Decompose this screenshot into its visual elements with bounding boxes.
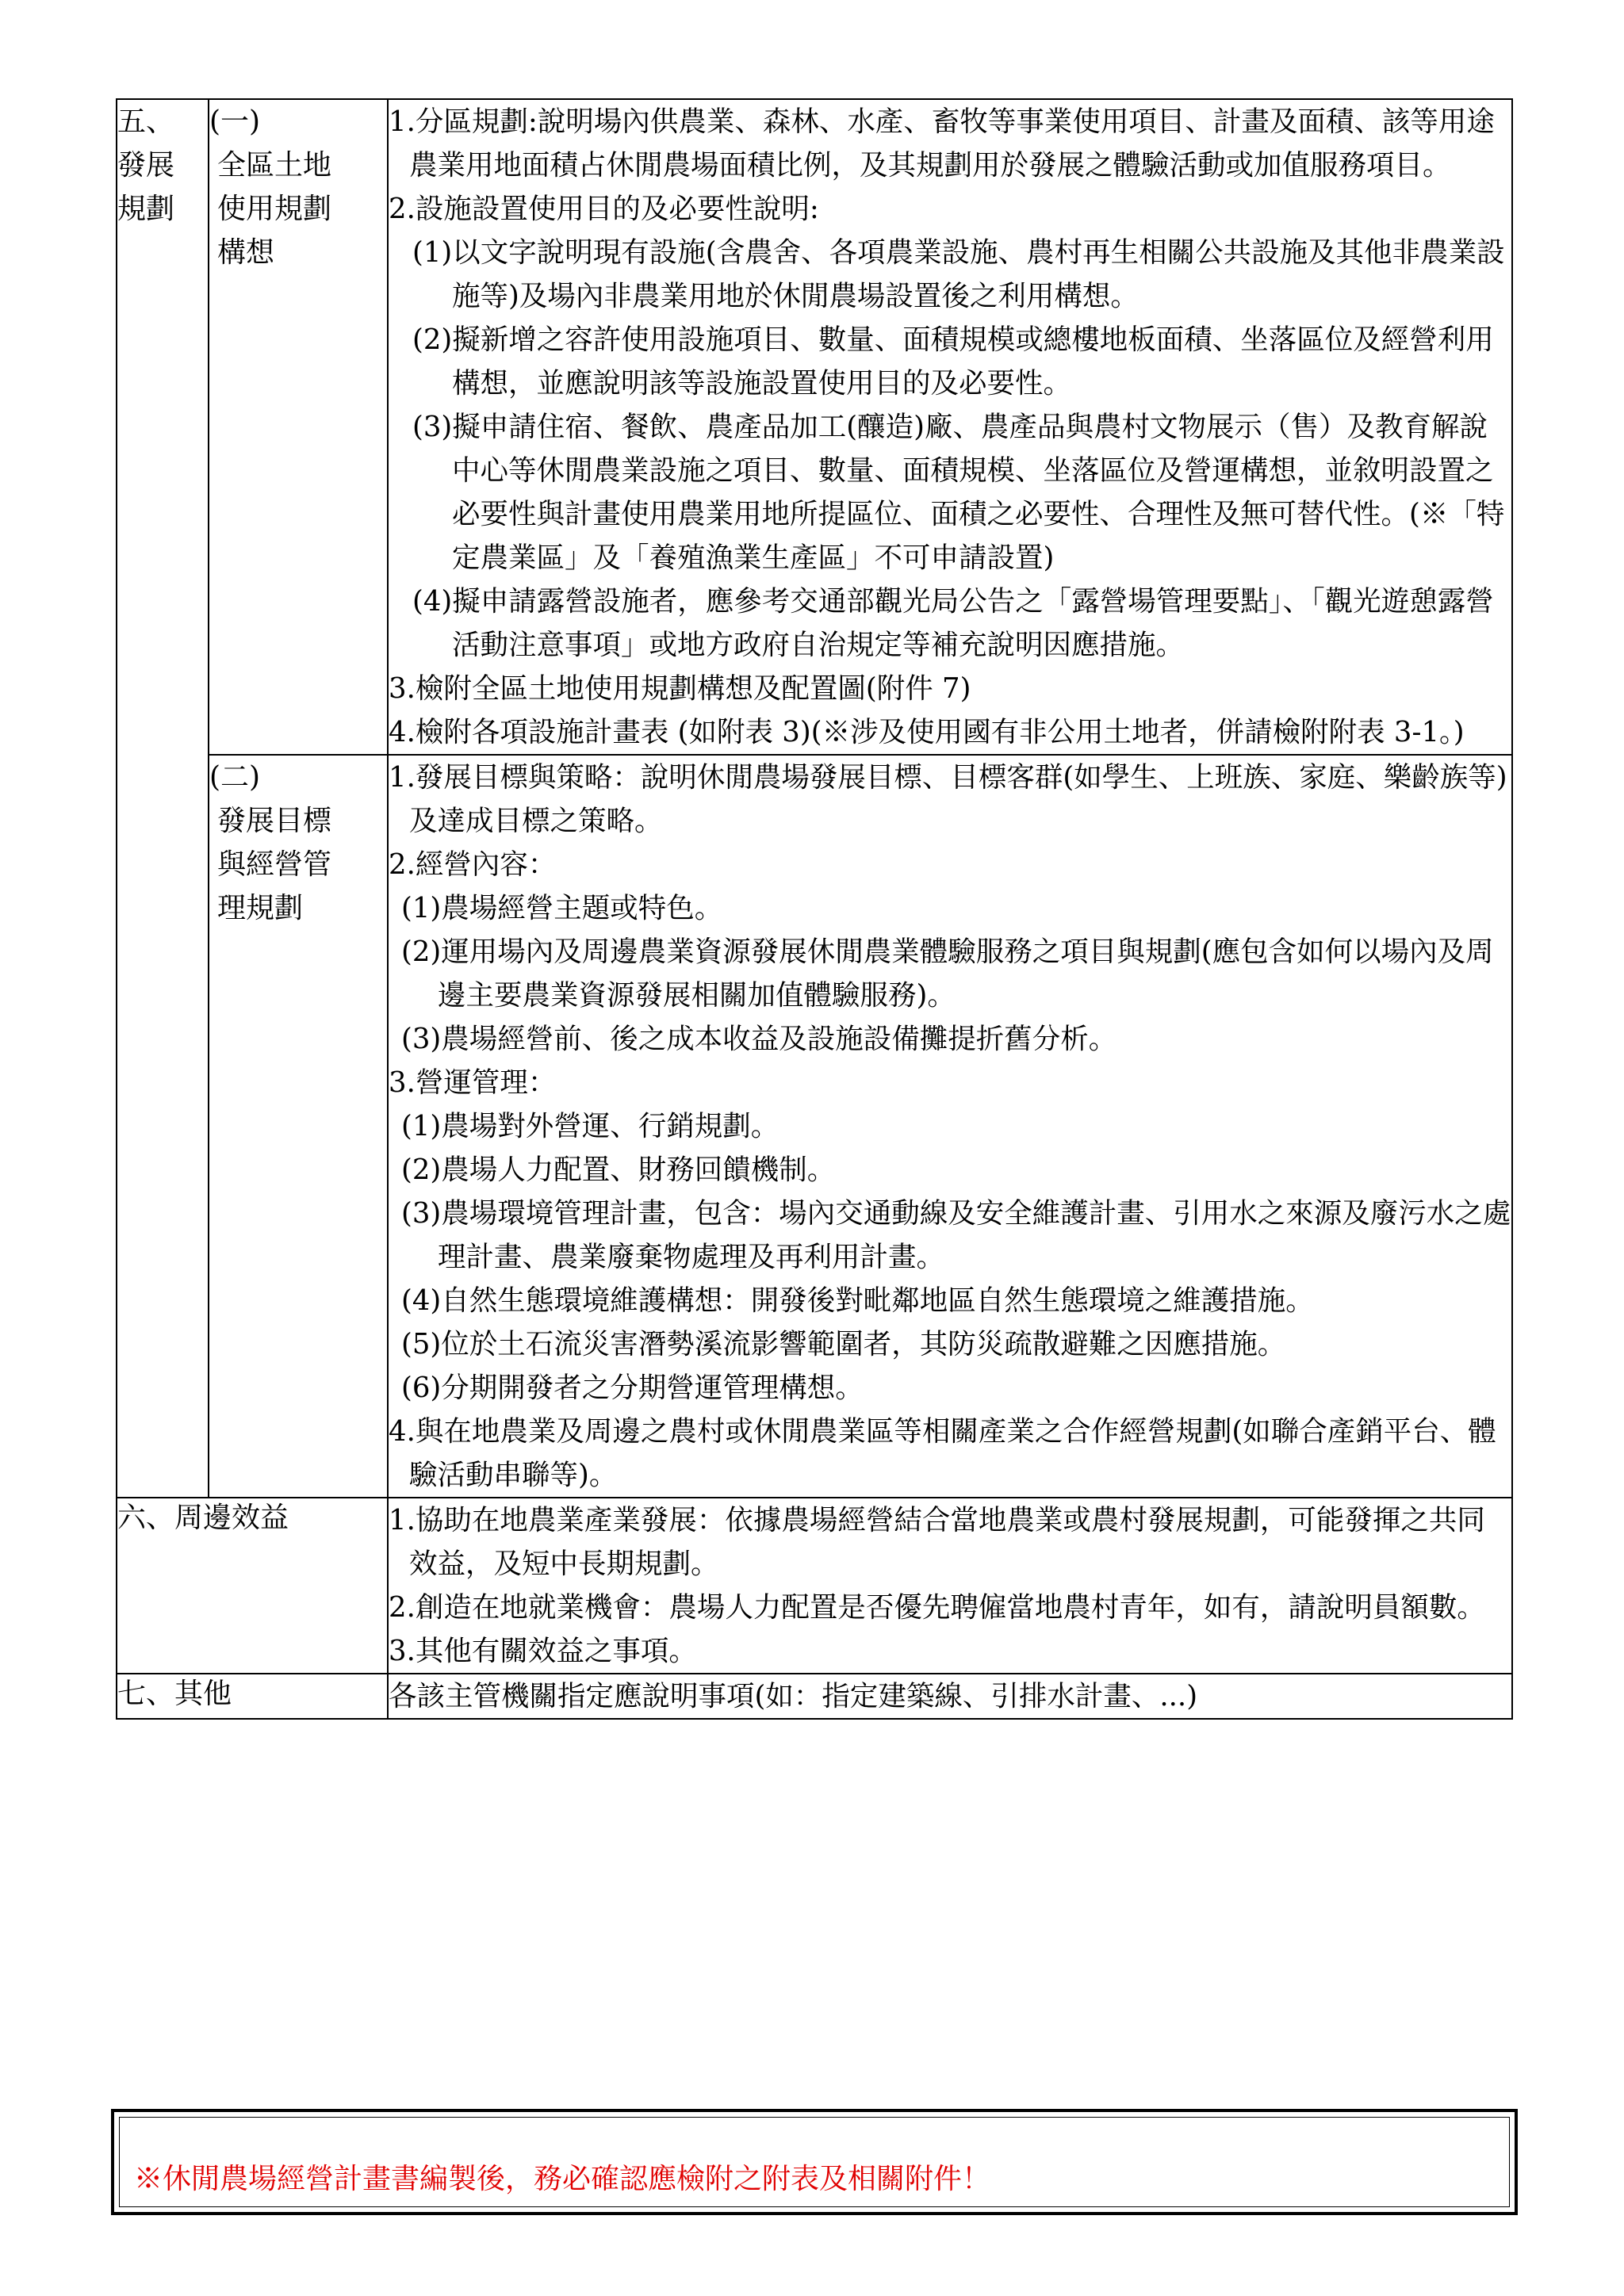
- list-item: 3.營運管理：: [389, 1066, 557, 1099]
- list-subitem: (4)自然生態環境維護構想：開發後對毗鄰地區自然生態環境之維護措施。: [401, 1284, 1314, 1317]
- list-subitem: (3)擬申請住宿、餐飲、農產品加工(釀造)廠、農產品與農村文物展示（售）及教育解說中心等休閒農業設施之項目、數量、面積規模、坐落區位及營運構想，並敘明設置之必要性與計畫使用農業用地所提區位、面積之必要性、合理性及無可替代性。(※「特定農業區」及「養殖漁業生產區」不可申請設置): [412, 411, 1505, 574]
- list-item: 2.經營內容：: [389, 848, 557, 881]
- list-subitem: (1)農場經營主題或特色。: [401, 892, 723, 924]
- list-subitem: (1)以文字說明現有設施(含農舍、各項農業設施、農村再生相關公共設施及其他非農業設施等)及場內非農業用地於休閒農場設置後之利用構想。: [412, 236, 1505, 312]
- list-item: 3.檢附全區土地使用規劃構想及配置圖(附件 7): [389, 672, 971, 705]
- section-5-label-line: 規劃: [117, 193, 175, 225]
- subsection-1-number: (一): [209, 105, 261, 138]
- list-subitem: (6)分期開發者之分期營運管理構想。: [401, 1372, 864, 1404]
- notice-box: [111, 2109, 1518, 2215]
- subsection-2-name-line: 與經營管: [217, 848, 332, 881]
- section-7-row: [117, 1674, 1512, 1719]
- list-item: 4.檢附各項設施計畫表 (如附表 3)(※涉及使用國有非公用土地者，併請檢附附表 3-1。): [389, 716, 1465, 748]
- list-subitem: (4)擬申請露營設施者，應參考交通部觀光局公告之「露營場管理要點」、「觀光遊憩露營活動注意事項」或地方政府自治規定等補充說明因應措施。: [412, 585, 1494, 661]
- list-item: 1.發展目標與策略：說明休閒農場發展目標、目標客群(如學生、上班族、家庭、樂齡族等)及達成目標之策略。: [389, 761, 1507, 837]
- subsection-1-content: [388, 99, 1512, 755]
- list-subitem: (5)位於土石流災害潛勢溪流影響範圍者，其防災疏散避難之因應措施。: [401, 1328, 1286, 1360]
- section-6-row: [117, 1498, 1512, 1674]
- list-subitem: (2)運用場內及周邊農業資源發展休閒農業體驗服務之項目與規劃(應包含如何以場內及周邊主要農業資源發展相關加值體驗服務)。: [401, 936, 1494, 1012]
- subsection-1-name-line: 構想: [217, 236, 275, 269]
- list-item: 1.分區規劃:說明場內供農業、森林、水產、畜牧等事業使用項目、計畫及面積、該等用途農業用地面積占休閒農場面積比例，及其規劃用於發展之體驗活動或加值服務項目。: [389, 105, 1495, 182]
- subsection-2-name-line: 發展目標: [217, 805, 332, 837]
- subsection-2-content: [388, 755, 1512, 1498]
- subsection-2-name-line: 理規劃: [217, 892, 304, 924]
- section-7-content: [388, 1674, 1512, 1719]
- list-item: 1.協助在地農業產業發展：依據農場經營結合當地農業或農村發展規劃，可能發揮之共同效益，及短中長期規劃。: [389, 1504, 1485, 1580]
- section-7-text: 各該主管機關指定應說明事項(如：指定建築線、引排水計畫、...): [389, 1680, 1198, 1712]
- list-subitem: (3)農場環境管理計畫，包含：場內交通動線及安全維護計畫、引用水之來源及廢污水之處理計畫、農業廢棄物處理及再利用計畫。: [401, 1197, 1511, 1273]
- section-6-content: [388, 1498, 1512, 1674]
- section-5-label-line: 發展: [117, 149, 175, 182]
- section-5-label-line: 五、: [117, 105, 175, 138]
- section-5-row-2: [117, 755, 1512, 1498]
- section-5-row-1: [117, 99, 1512, 755]
- subsection-1-name-line: 使用規劃: [217, 193, 332, 225]
- list-item: 2.創造在地就業機會：農場人力配置是否優先聘僱當地農村青年，如有，請說明員額數。: [389, 1591, 1485, 1624]
- list-subitem: (2)擬新增之容許使用設施項目、數量、面積規模或總樓地板面積、坐落區位及經營利用構想，並應說明該等設施設置使用目的及必要性。: [412, 323, 1494, 400]
- subsection-1-name-line: 全區土地: [217, 149, 332, 182]
- plan-table: [116, 98, 1513, 1720]
- section-7-label: 七、其他: [117, 1674, 388, 1719]
- section-5-label: [117, 99, 209, 1498]
- subsection-2-number: (二): [209, 761, 261, 794]
- section-6-label: 六、周邊效益: [117, 1498, 388, 1674]
- list-item: 4.與在地農業及周邊之農村或休閒農業區等相關產業之合作經營規劃(如聯合產銷平台、體驗活動串聯等)。: [389, 1415, 1496, 1491]
- subsection-2-label: [209, 755, 388, 1498]
- list-subitem: (1)農場對外營運、行銷規劃。: [401, 1110, 779, 1142]
- notice-inner-border: [119, 2117, 1510, 2207]
- list-subitem: (2)農場人力配置、財務回饋機制。: [401, 1154, 836, 1186]
- list-subitem: (3)農場經營前、後之成本收益及設施設備攤提折舊分析。: [401, 1023, 1117, 1055]
- subsection-1-label: [209, 99, 388, 755]
- list-item: 2.設施設置使用目的及必要性說明:: [389, 193, 819, 225]
- notice-text: ※休閒農場經營計畫書編製後，務必確認應檢附之附表及相關附件！: [134, 2163, 991, 2195]
- list-item: 3.其他有關效益之事項。: [389, 1635, 697, 1667]
